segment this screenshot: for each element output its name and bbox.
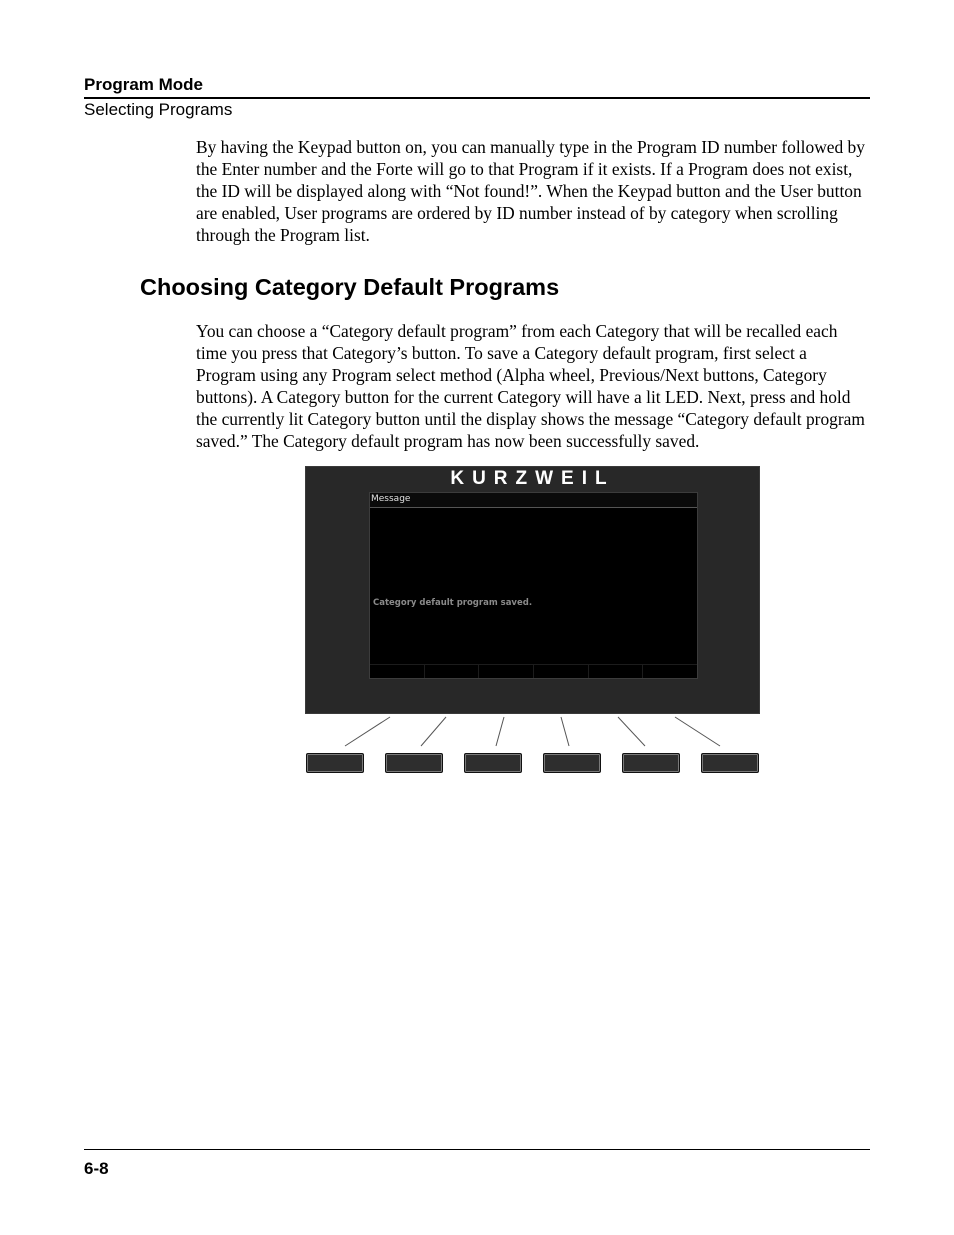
- soft-button-3: [464, 753, 522, 773]
- soft-button-1: [306, 753, 364, 773]
- header-rule: [84, 97, 870, 99]
- screen-title: Message: [370, 493, 697, 508]
- softkey-label-slot: [479, 665, 534, 678]
- soft-button-2: [385, 753, 443, 773]
- softkey-label-slot: [534, 665, 589, 678]
- brand-logo: KURZWEIL: [450, 468, 615, 489]
- screen-message: Category default program saved.: [373, 598, 533, 608]
- soft-button-6: [701, 753, 759, 773]
- leader-line-4: [561, 717, 569, 746]
- leader-lines: [305, 716, 760, 748]
- softkey-label-slot: [643, 665, 697, 678]
- header-subtitle: Selecting Programs: [84, 100, 233, 119]
- leader-line-6: [675, 717, 720, 746]
- footer-rule: [84, 1149, 870, 1150]
- page-number: 6-8: [84, 1159, 109, 1178]
- body-paragraph-1: By having the Keypad button on, you can manually type in the Program ID number followed by the Enter number and the Forte will go to that Program if it exists. If a Program does not exist, the ID will be displayed along with “Not found!”. When the Keypad button and the User button are enabled, User programs are ordered by ID number instead of by category when scrolling through the Program list.: [196, 137, 865, 245]
- lcd-screen: [369, 492, 698, 679]
- device-display-figure: [305, 466, 760, 714]
- leader-line-1: [345, 717, 390, 746]
- softkey-label-bar: [370, 664, 697, 678]
- soft-button-4: [543, 753, 601, 773]
- leader-line-5: [618, 717, 645, 746]
- header-title: Program Mode: [84, 75, 204, 94]
- leader-line-2: [421, 717, 446, 746]
- softkey-label-slot: [370, 665, 425, 678]
- section-title: Choosing Category Default Programs: [140, 274, 560, 300]
- softkey-label-slot: [425, 665, 480, 678]
- leader-line-3: [496, 717, 504, 746]
- softkey-label-slot: [589, 665, 644, 678]
- body-paragraph-2: You can choose a “Category default program” from each Category that will be recalled each time you press that Category’s button. To save a Category default program, first select a Program using any Program select method (Alpha wheel, Previous/Next buttons, Category buttons). A Category button for the current Category will have a lit LED. Next, press and hold the currently lit Category button until the display shows the message “Category default program saved.” The Category default program has now been successfully saved.: [196, 321, 865, 451]
- soft-button-5: [622, 753, 680, 773]
